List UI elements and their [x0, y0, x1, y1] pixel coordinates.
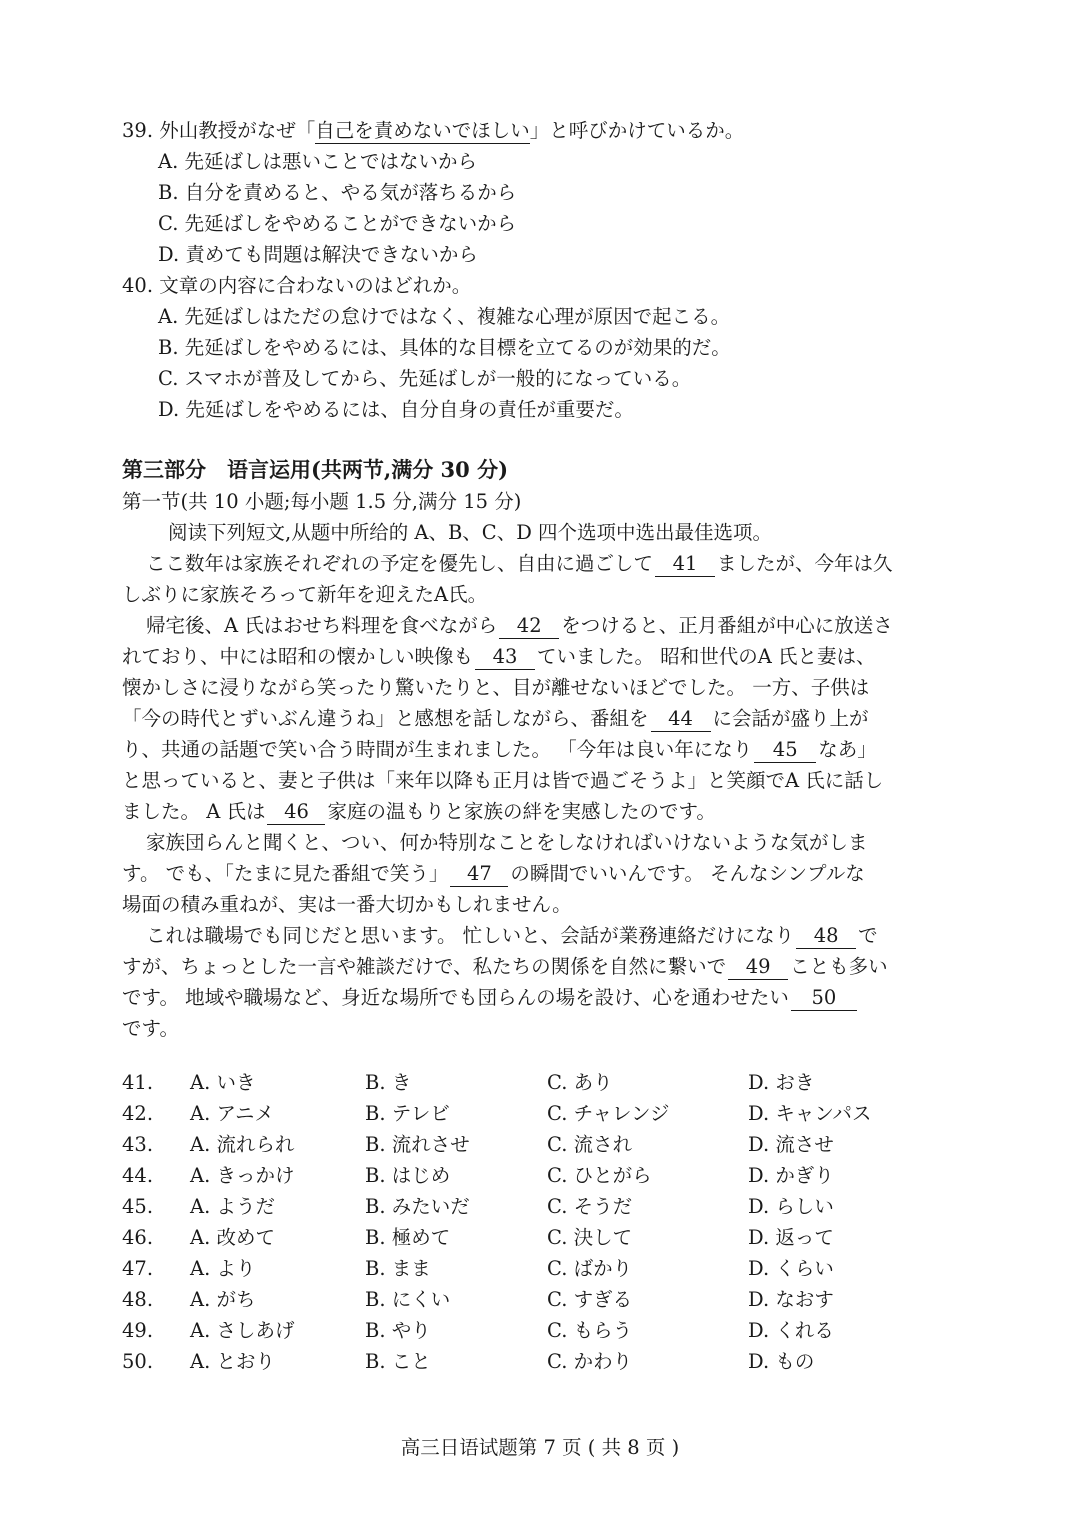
passage-line: です。 — [122, 1017, 179, 1040]
choice-a: A. ようだ — [190, 1195, 275, 1218]
passage-text: ことも多い — [790, 955, 888, 978]
choice-c: C. 決して — [547, 1226, 633, 1249]
choice-row — [122, 1161, 942, 1191]
choice-b: B. まま — [365, 1257, 431, 1280]
choice-number: 47. — [122, 1257, 154, 1280]
blank-43: 43 — [475, 645, 535, 670]
question-40-stem: 40. 文章の内容に合わないのはどれか。 — [122, 274, 472, 297]
choice-b: B. 流れさせ — [365, 1133, 470, 1156]
passage-line: と思っていると、妻と子供は「来年以降も正月は皆で過ごそうよ」と笑顔でA 氏に話し — [122, 769, 884, 792]
passage-text: ここ数年は家族それぞれの予定を優先し、自由に過ごして — [146, 552, 654, 575]
q40-option-d: D. 先延ばしをやめるには、自分自身の責任が重要だ。 — [158, 398, 634, 421]
passage-text: す。 でも、「たまに見た番組で笑う」 — [122, 862, 449, 885]
choice-number: 42. — [122, 1102, 154, 1125]
passage-line — [122, 983, 859, 1013]
blank-48: 48 — [796, 924, 856, 949]
q40-option-a: A. 先延ばしはただの怠けではなく、複雑な心理が原因で起こる。 — [158, 305, 731, 328]
choice-c: C. 流され — [547, 1133, 633, 1156]
choice-b: B. こと — [365, 1350, 431, 1373]
choice-row — [122, 1099, 942, 1129]
passage-text: ました。 A 氏は — [122, 800, 266, 823]
choice-c: C. チャレンジ — [547, 1102, 670, 1125]
choice-a: A. 流れられ — [190, 1133, 295, 1156]
passage-line — [146, 611, 893, 641]
choice-row — [122, 1316, 942, 1346]
choice-number: 44. — [122, 1164, 154, 1187]
passage-line — [122, 952, 888, 982]
passage-text: ましたが、今年は久 — [717, 552, 893, 575]
choice-number: 43. — [122, 1133, 154, 1156]
choice-a: A. より — [190, 1257, 256, 1280]
blank-44: 44 — [651, 707, 711, 732]
passage-line — [122, 797, 716, 827]
choice-b: B. はじめ — [365, 1164, 451, 1187]
choice-row — [122, 1254, 942, 1284]
passage-text: をつけると、正月番組が中心に放送さ — [561, 614, 893, 637]
choice-d: D. なおす — [748, 1288, 834, 1311]
choice-row — [122, 1285, 942, 1315]
choice-c: C. かわり — [547, 1350, 633, 1373]
passage-line — [146, 549, 893, 579]
choice-b: B. みたいだ — [365, 1195, 470, 1218]
q40-option-c: C. スマホが普及してから、先延ばしが一般的になっている。 — [158, 367, 692, 390]
choice-a: A. さしあげ — [190, 1319, 295, 1342]
q39-prefix: 39. 外山教授がなぜ「 — [122, 119, 316, 142]
passage-text: り、共通の話題で笑い合う時間が生まれました。 「今年は良い年になり — [122, 738, 753, 761]
blank-42: 42 — [499, 614, 559, 639]
choice-c: C. あり — [547, 1071, 613, 1094]
choice-d: D. 返って — [748, 1226, 834, 1249]
blank-45: 45 — [754, 738, 816, 763]
choice-number: 45. — [122, 1195, 154, 1218]
passage-line: 懐かしさに浸りながら笑ったり驚いたりと、目が離せないほどでした。 一方、子供は — [122, 676, 870, 699]
passage-text: すが、ちょっとした一言や雑談だけで、私たちの関係を自然に繋いで — [122, 955, 727, 978]
passage-text: に会話が盛り上が — [712, 707, 869, 730]
passage-line — [146, 921, 878, 951]
choice-row — [122, 1223, 942, 1253]
choice-number: 46. — [122, 1226, 154, 1249]
choice-d: D. くらい — [748, 1257, 834, 1280]
choice-d: D. もの — [748, 1350, 815, 1373]
choice-d: D. おき — [748, 1071, 815, 1094]
choice-number: 41. — [122, 1071, 154, 1094]
choice-a: A. とおり — [190, 1350, 275, 1373]
choice-a: A. がち — [190, 1288, 256, 1311]
choice-d: D. キャンパス — [748, 1102, 872, 1125]
passage-text: の瞬間でいいんです。 そんなシンプルな — [510, 862, 865, 885]
choice-c: C. もらう — [547, 1319, 633, 1342]
passage-line — [122, 859, 865, 889]
question-39-stem — [122, 116, 744, 146]
choice-b: B. テレビ — [365, 1102, 450, 1125]
passage-line: しぶりに家族そろって新年を迎えたA氏。 — [122, 583, 488, 606]
blank-47: 47 — [450, 862, 508, 887]
passage-text: ていました。 昭和世代のA 氏と妻は、 — [537, 645, 876, 668]
passage-line — [122, 735, 877, 765]
q39-option-c: C. 先延ばしをやめることができないから — [158, 212, 517, 235]
choice-number: 49. — [122, 1319, 154, 1342]
section-instruction: 阅读下列短文,从题中所给的 A、B、C、D 四个选项中选出最佳选项。 — [168, 521, 773, 544]
choice-number: 48. — [122, 1288, 154, 1311]
passage-line — [122, 642, 876, 672]
passage-text: れており、中には昭和の懐かしい映像も — [122, 645, 474, 668]
choice-number: 50. — [122, 1350, 154, 1373]
choice-row — [122, 1130, 942, 1160]
passage-line: 場面の積み重ねが、実は一番大切かもしれません。 — [122, 893, 572, 916]
choice-d: D. らしい — [748, 1195, 834, 1218]
choice-b: B. にくい — [365, 1288, 451, 1311]
blank-49: 49 — [728, 955, 788, 980]
choice-a: A. いき — [190, 1071, 256, 1094]
section-subtitle: 第一节(共 10 小题;每小题 1.5 分,满分 15 分) — [122, 490, 522, 513]
passage-text: これは職場でも同じだと思います。 忙しいと、会話が業務連絡だけになり — [146, 924, 795, 947]
q39-option-a: A. 先延ばしは悪いことではないから — [158, 150, 477, 173]
choice-c: C. ひとがら — [547, 1164, 652, 1187]
choice-row — [122, 1068, 942, 1098]
blank-41: 41 — [655, 552, 715, 577]
choice-row — [122, 1192, 942, 1222]
choice-a: A. きっかけ — [190, 1164, 295, 1187]
choice-d: D. かぎり — [748, 1164, 834, 1187]
q39-option-d: D. 責めても問題は解決できないから — [158, 243, 478, 266]
choice-b: B. 極めて — [365, 1226, 451, 1249]
q40-option-b: B. 先延ばしをやめるには、具体的な目標を立てるのが効果的だ。 — [158, 336, 731, 359]
choice-d: D. くれる — [748, 1319, 834, 1342]
choice-a: A. アニメ — [190, 1102, 275, 1125]
blank-46: 46 — [267, 800, 325, 825]
q39-underlined-phrase: 自己を責めないでほしい — [315, 119, 530, 142]
passage-text: で — [858, 924, 878, 947]
section-title: 第三部分 语言运用(共两节,满分 30 分) — [122, 457, 509, 482]
choice-a: A. 改めて — [190, 1226, 275, 1249]
choice-c: C. ばかり — [547, 1257, 633, 1280]
choice-c: C. すぎる — [547, 1288, 633, 1311]
q39-option-b: B. 自分を責めると、やる気が落ちるから — [158, 181, 517, 204]
page-footer: 高三日语试题第 7 页 ( 共 8 页 ) — [400, 1436, 680, 1459]
passage-text: 家庭の温もりと家族の絆を実感したのです。 — [327, 800, 716, 823]
choice-b: B. やり — [365, 1319, 431, 1342]
choice-d: D. 流させ — [748, 1133, 834, 1156]
q39-suffix: 」と呼びかけているか。 — [529, 119, 745, 142]
blank-50: 50 — [791, 986, 857, 1011]
choice-b: B. き — [365, 1071, 412, 1094]
passage-text: なあ」 — [818, 738, 877, 761]
passage-line — [122, 704, 869, 734]
passage-line: 家族団らんと聞くと、つい、何か特別なことをしなければいけないような気がしま — [146, 831, 868, 854]
choice-c: C. そうだ — [547, 1195, 633, 1218]
passage-text: です。 地域や職場など、身近な場所でも団らんの場を設け、心を通わせたい — [122, 986, 789, 1009]
passage-text: 「今の時代とずいぶん違うね」と感想を話しながら、番組を — [122, 707, 649, 730]
passage-text: 帰宅後、A 氏はおせち料理を食べながら — [146, 614, 498, 637]
choice-row — [122, 1347, 942, 1377]
